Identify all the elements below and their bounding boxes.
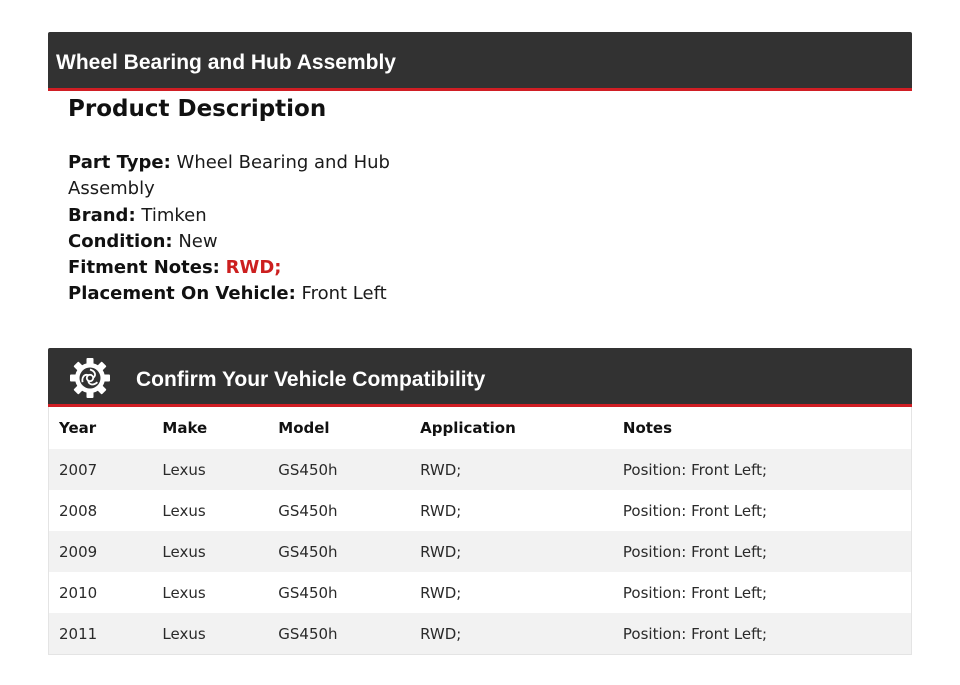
make-cell: Lexus [152,449,268,490]
model-cell: GS450h [268,613,410,655]
make-cell: Lexus [152,613,268,655]
product-title: Wheel Bearing and Hub Assembly [56,51,396,74]
column-header-model: Model [268,407,410,449]
year-cell: 2010 [49,572,153,613]
brand-row [68,203,398,229]
year-cell: 2008 [49,490,153,531]
make-cell: Lexus [152,531,268,572]
product-title-bar [48,32,912,91]
table-row [49,531,912,572]
make-cell: Lexus [152,572,268,613]
column-header-application: Application [410,407,613,449]
application-cell: RWD; [410,572,613,613]
part-type-value: Wheel Bearing and Hub Assembly [68,152,390,200]
brand-value: Timken [141,204,207,226]
fitment-value: RWD; [225,257,282,279]
application-cell: RWD; [410,490,613,531]
table-row [49,490,912,531]
notes-cell: Position: Front Left; [613,613,912,655]
application-cell: RWD; [410,449,613,490]
column-header-year: Year [49,407,153,449]
condition-value: New [178,230,218,252]
make-cell: Lexus [152,490,268,531]
notes-cell: Position: Front Left; [613,572,912,613]
year-cell: 2011 [49,613,153,655]
gear-icon [68,356,112,400]
application-cell: RWD; [410,613,613,655]
column-header-notes: Notes [613,407,912,449]
condition-row [68,229,398,255]
column-header-make: Make [152,407,268,449]
placement-value: Front Left [301,283,387,305]
table-header-row [49,407,912,449]
model-cell: GS450h [268,449,410,490]
year-cell: 2009 [49,531,153,572]
fitment-row [68,255,398,281]
compatibility-title: Confirm Your Vehicle Compatibility [136,368,486,391]
table-row [49,572,912,613]
placement-label: Placement On Vehicle: [68,283,296,305]
notes-cell: Position: Front Left; [613,490,912,531]
placement-row [68,281,398,307]
fitment-label: Fitment Notes: [68,257,220,279]
condition-label: Condition: [68,230,173,252]
section-heading: Product Description [68,96,327,122]
table-row [49,449,912,490]
compatibility-title-bar [48,348,912,407]
part-type-row [68,150,398,203]
notes-cell: Position: Front Left; [613,449,912,490]
model-cell: GS450h [268,531,410,572]
compatibility-table [48,407,912,655]
year-cell: 2007 [49,449,153,490]
product-details [68,150,398,308]
part-type-label: Part Type: [68,152,171,173]
model-cell: GS450h [268,572,410,613]
application-cell: RWD; [410,531,613,572]
brand-label: Brand: [68,204,136,226]
notes-cell: Position: Front Left; [613,531,912,572]
table-row [49,613,912,655]
model-cell: GS450h [268,490,410,531]
